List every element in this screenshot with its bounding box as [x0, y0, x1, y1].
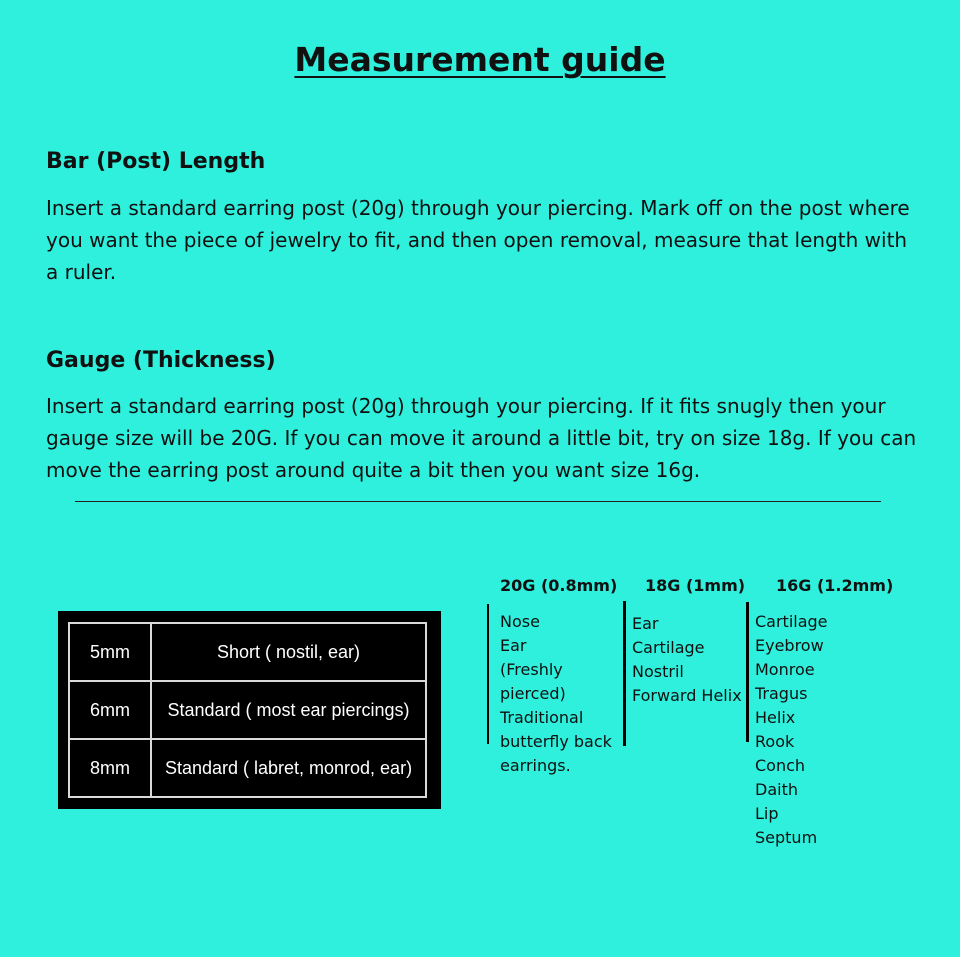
bar-length-line: a ruler. [46, 260, 117, 284]
list-item: Daith [755, 780, 798, 799]
gauge-20g-bar [487, 604, 489, 744]
list-item: pierced) [500, 684, 566, 703]
gauge-heading: Gauge (Thickness) [46, 348, 276, 373]
page-title: Measurement guide [294, 40, 666, 79]
length-table [68, 622, 427, 798]
table-row [69, 681, 426, 739]
list-item: Nostril [632, 662, 684, 681]
gauge-20g-list [500, 610, 612, 778]
length-table-panel [58, 611, 441, 809]
bar-length-line: Insert a standard earring post (20g) through your piercing. Mark off on the post where [46, 196, 910, 220]
list-item: Monroe [755, 660, 815, 679]
list-item: Conch [755, 756, 806, 775]
list-item: Helix [755, 708, 796, 727]
list-item: Eyebrow [755, 636, 824, 655]
list-item: Rook [755, 732, 795, 751]
length-size-cell: 6mm [69, 681, 151, 739]
gauge-line: gauge size will be 20G. If you can move it around a little bit, try on size 18g. If you can [46, 426, 917, 450]
list-item: Ear [500, 636, 527, 655]
list-item: Lip [755, 804, 779, 823]
gauge-18g-bar [623, 601, 626, 746]
length-desc-cell: Standard ( labret, monrod, ear) [151, 739, 426, 797]
list-item: butterfly back [500, 732, 612, 751]
list-item: (Freshly [500, 660, 563, 679]
gauge-16g-bar [746, 602, 749, 742]
length-size-cell: 8mm [69, 739, 151, 797]
list-item: earrings. [500, 756, 571, 775]
table-row [69, 739, 426, 797]
gauge-18g-header: 18G (1mm) [645, 576, 746, 595]
gauge-text [46, 390, 936, 486]
table-row [69, 623, 426, 681]
length-desc-cell: Standard ( most ear piercings) [151, 681, 426, 739]
length-desc-cell: Short ( nostil, ear) [151, 623, 426, 681]
list-item: Forward Helix [632, 686, 742, 705]
gauge-line: Insert a standard earring post (20g) through your piercing. If it fits snugly then your [46, 394, 886, 418]
bar-length-heading: Bar (Post) Length [46, 149, 266, 174]
gauge-16g-header: 16G (1.2mm) [776, 576, 894, 595]
section-divider [75, 501, 881, 502]
list-item: Cartilage [632, 638, 705, 657]
list-item: Cartilage [755, 612, 828, 631]
gauge-16g-list [755, 610, 828, 850]
gauge-line: move the earring post around quite a bit then you want size 16g. [46, 458, 701, 482]
gauge-18g-list [632, 612, 742, 708]
list-item: Nose [500, 612, 540, 631]
list-item: Traditional [500, 708, 584, 727]
bar-length-text [46, 192, 936, 288]
list-item: Septum [755, 828, 818, 847]
bar-length-line: you want the piece of jewelry to fit, and then open removal, measure that length with [46, 228, 908, 252]
list-item: Ear [632, 614, 659, 633]
gauge-20g-header: 20G (0.8mm) [500, 576, 618, 595]
length-size-cell: 5mm [69, 623, 151, 681]
list-item: Tragus [755, 684, 808, 703]
